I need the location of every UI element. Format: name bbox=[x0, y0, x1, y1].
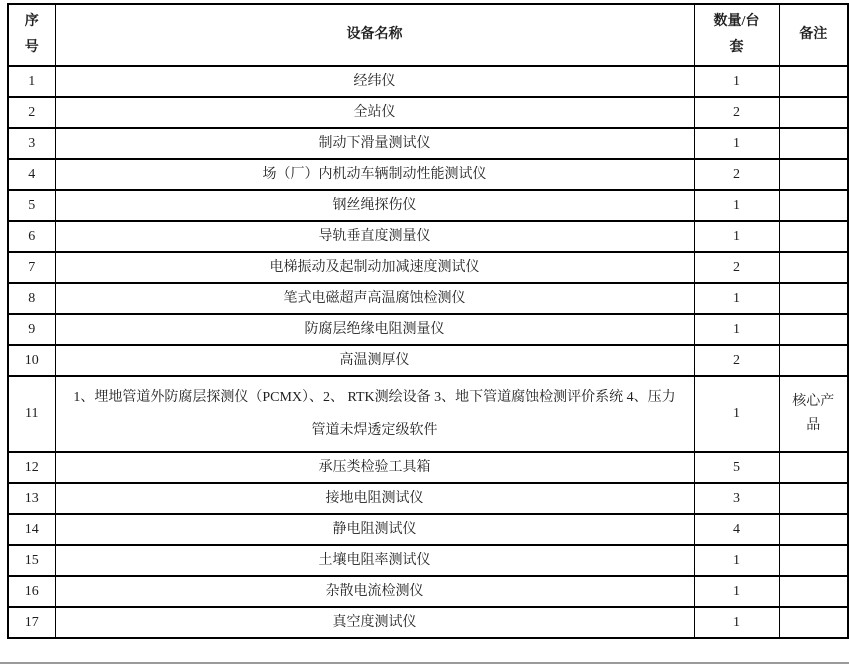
cell-quantity: 1 bbox=[694, 576, 779, 607]
header-no bbox=[8, 4, 55, 66]
cell-row-number: 4 bbox=[8, 159, 55, 190]
cell-equipment-name: 笔式电磁超声高温腐蚀检测仪 bbox=[55, 283, 694, 314]
cell-quantity: 1 bbox=[694, 66, 779, 97]
header-qty-label: 数量/台套 bbox=[713, 14, 760, 55]
cell-row-number: 16 bbox=[8, 576, 55, 607]
cell-equipment-name: 防腐层绝缘电阻测量仪 bbox=[55, 314, 694, 345]
cell-equipment-name: 杂散电流检测仪 bbox=[55, 576, 694, 607]
cell-remark bbox=[779, 221, 848, 252]
cell-row-number: 1 bbox=[8, 66, 55, 97]
header-qty bbox=[694, 4, 779, 66]
header-row bbox=[8, 4, 848, 66]
table-row bbox=[8, 376, 848, 452]
cell-remark bbox=[779, 545, 848, 576]
cell-remark bbox=[779, 97, 848, 128]
header-name bbox=[55, 4, 694, 66]
equipment-table-body bbox=[8, 66, 848, 638]
cell-quantity: 2 bbox=[694, 252, 779, 283]
table-row bbox=[8, 221, 848, 252]
cell-row-number: 6 bbox=[8, 221, 55, 252]
cell-equipment-name: 电梯振动及起制动加减速度测试仪 bbox=[55, 252, 694, 283]
cutoff-next-element-edge bbox=[0, 662, 849, 664]
cell-quantity: 1 bbox=[694, 607, 779, 638]
cell-equipment-name: 导轨垂直度测量仪 bbox=[55, 221, 694, 252]
header-remark bbox=[779, 4, 848, 66]
cell-equipment-name: 1、埋地管道外防腐层探测仪（PCMX）、2、 RTK测绘设备 3、地下管道腐蚀检测评价系统 4、压力管道未焊透定级软件 bbox=[55, 376, 694, 452]
cell-equipment-name: 制动下滑量测试仪 bbox=[55, 128, 694, 159]
cell-equipment-name: 场（厂）内机动车辆制动性能测试仪 bbox=[55, 159, 694, 190]
table-row bbox=[8, 345, 848, 376]
table-row bbox=[8, 128, 848, 159]
cell-equipment-name: 高温测厚仪 bbox=[55, 345, 694, 376]
table-row bbox=[8, 283, 848, 314]
cell-remark bbox=[779, 345, 848, 376]
table-row bbox=[8, 514, 848, 545]
table-row bbox=[8, 159, 848, 190]
cell-equipment-name: 土壤电阻率测试仪 bbox=[55, 545, 694, 576]
cell-remark-label: 核心产品 bbox=[792, 394, 835, 433]
table-row bbox=[8, 576, 848, 607]
cell-quantity: 1 bbox=[694, 283, 779, 314]
cell-remark bbox=[779, 514, 848, 545]
table-row bbox=[8, 607, 848, 638]
cell-row-number: 10 bbox=[8, 345, 55, 376]
cell-row-number: 12 bbox=[8, 452, 55, 483]
equipment-table bbox=[7, 3, 849, 639]
cell-remark bbox=[779, 607, 848, 638]
cell-equipment-name: 经纬仪 bbox=[55, 66, 694, 97]
cell-equipment-name: 真空度测试仪 bbox=[55, 607, 694, 638]
cell-remark bbox=[779, 159, 848, 190]
cell-quantity: 2 bbox=[694, 159, 779, 190]
cell-row-number: 8 bbox=[8, 283, 55, 314]
header-no-label: 序号 bbox=[24, 14, 39, 55]
cell-row-number: 14 bbox=[8, 514, 55, 545]
cell-remark bbox=[779, 252, 848, 283]
cell-row-number: 15 bbox=[8, 545, 55, 576]
cell-quantity: 1 bbox=[694, 376, 779, 452]
cell-equipment-name: 全站仪 bbox=[55, 97, 694, 128]
cell-quantity: 4 bbox=[694, 514, 779, 545]
cell-quantity: 1 bbox=[694, 128, 779, 159]
cell-row-number: 13 bbox=[8, 483, 55, 514]
cell-remark bbox=[779, 314, 848, 345]
cell-quantity: 2 bbox=[694, 97, 779, 128]
cell-quantity: 1 bbox=[694, 545, 779, 576]
cell-quantity: 1 bbox=[694, 314, 779, 345]
table-row bbox=[8, 314, 848, 345]
cell-equipment-name: 静电阻测试仪 bbox=[55, 514, 694, 545]
equipment-table-header bbox=[8, 4, 848, 66]
cell-remark bbox=[779, 283, 848, 314]
cell-equipment-name: 承压类检验工具箱 bbox=[55, 452, 694, 483]
cell-quantity: 1 bbox=[694, 221, 779, 252]
cell-remark bbox=[779, 483, 848, 514]
header-remark-label: 备注 bbox=[799, 27, 828, 42]
cell-quantity: 2 bbox=[694, 345, 779, 376]
cell-remark bbox=[779, 190, 848, 221]
cell-row-number: 11 bbox=[8, 376, 55, 452]
table-row bbox=[8, 452, 848, 483]
cell-equipment-name: 接地电阻测试仪 bbox=[55, 483, 694, 514]
cell-quantity: 1 bbox=[694, 190, 779, 221]
cell-row-number: 9 bbox=[8, 314, 55, 345]
cell-remark bbox=[779, 128, 848, 159]
cell-row-number: 5 bbox=[8, 190, 55, 221]
cell-equipment-name: 钢丝绳探伤仪 bbox=[55, 190, 694, 221]
cell-remark bbox=[779, 66, 848, 97]
cell-remark bbox=[779, 576, 848, 607]
cell-remark bbox=[779, 452, 848, 483]
table-row bbox=[8, 483, 848, 514]
table-row bbox=[8, 66, 848, 97]
cell-remark bbox=[779, 376, 848, 452]
table-row bbox=[8, 97, 848, 128]
header-name-label: 设备名称 bbox=[346, 27, 403, 42]
cell-quantity: 3 bbox=[694, 483, 779, 514]
cell-row-number: 3 bbox=[8, 128, 55, 159]
table-row bbox=[8, 190, 848, 221]
cell-row-number: 2 bbox=[8, 97, 55, 128]
cell-quantity: 5 bbox=[694, 452, 779, 483]
table-row bbox=[8, 252, 848, 283]
cell-row-number: 7 bbox=[8, 252, 55, 283]
table-row bbox=[8, 545, 848, 576]
cell-row-number: 17 bbox=[8, 607, 55, 638]
